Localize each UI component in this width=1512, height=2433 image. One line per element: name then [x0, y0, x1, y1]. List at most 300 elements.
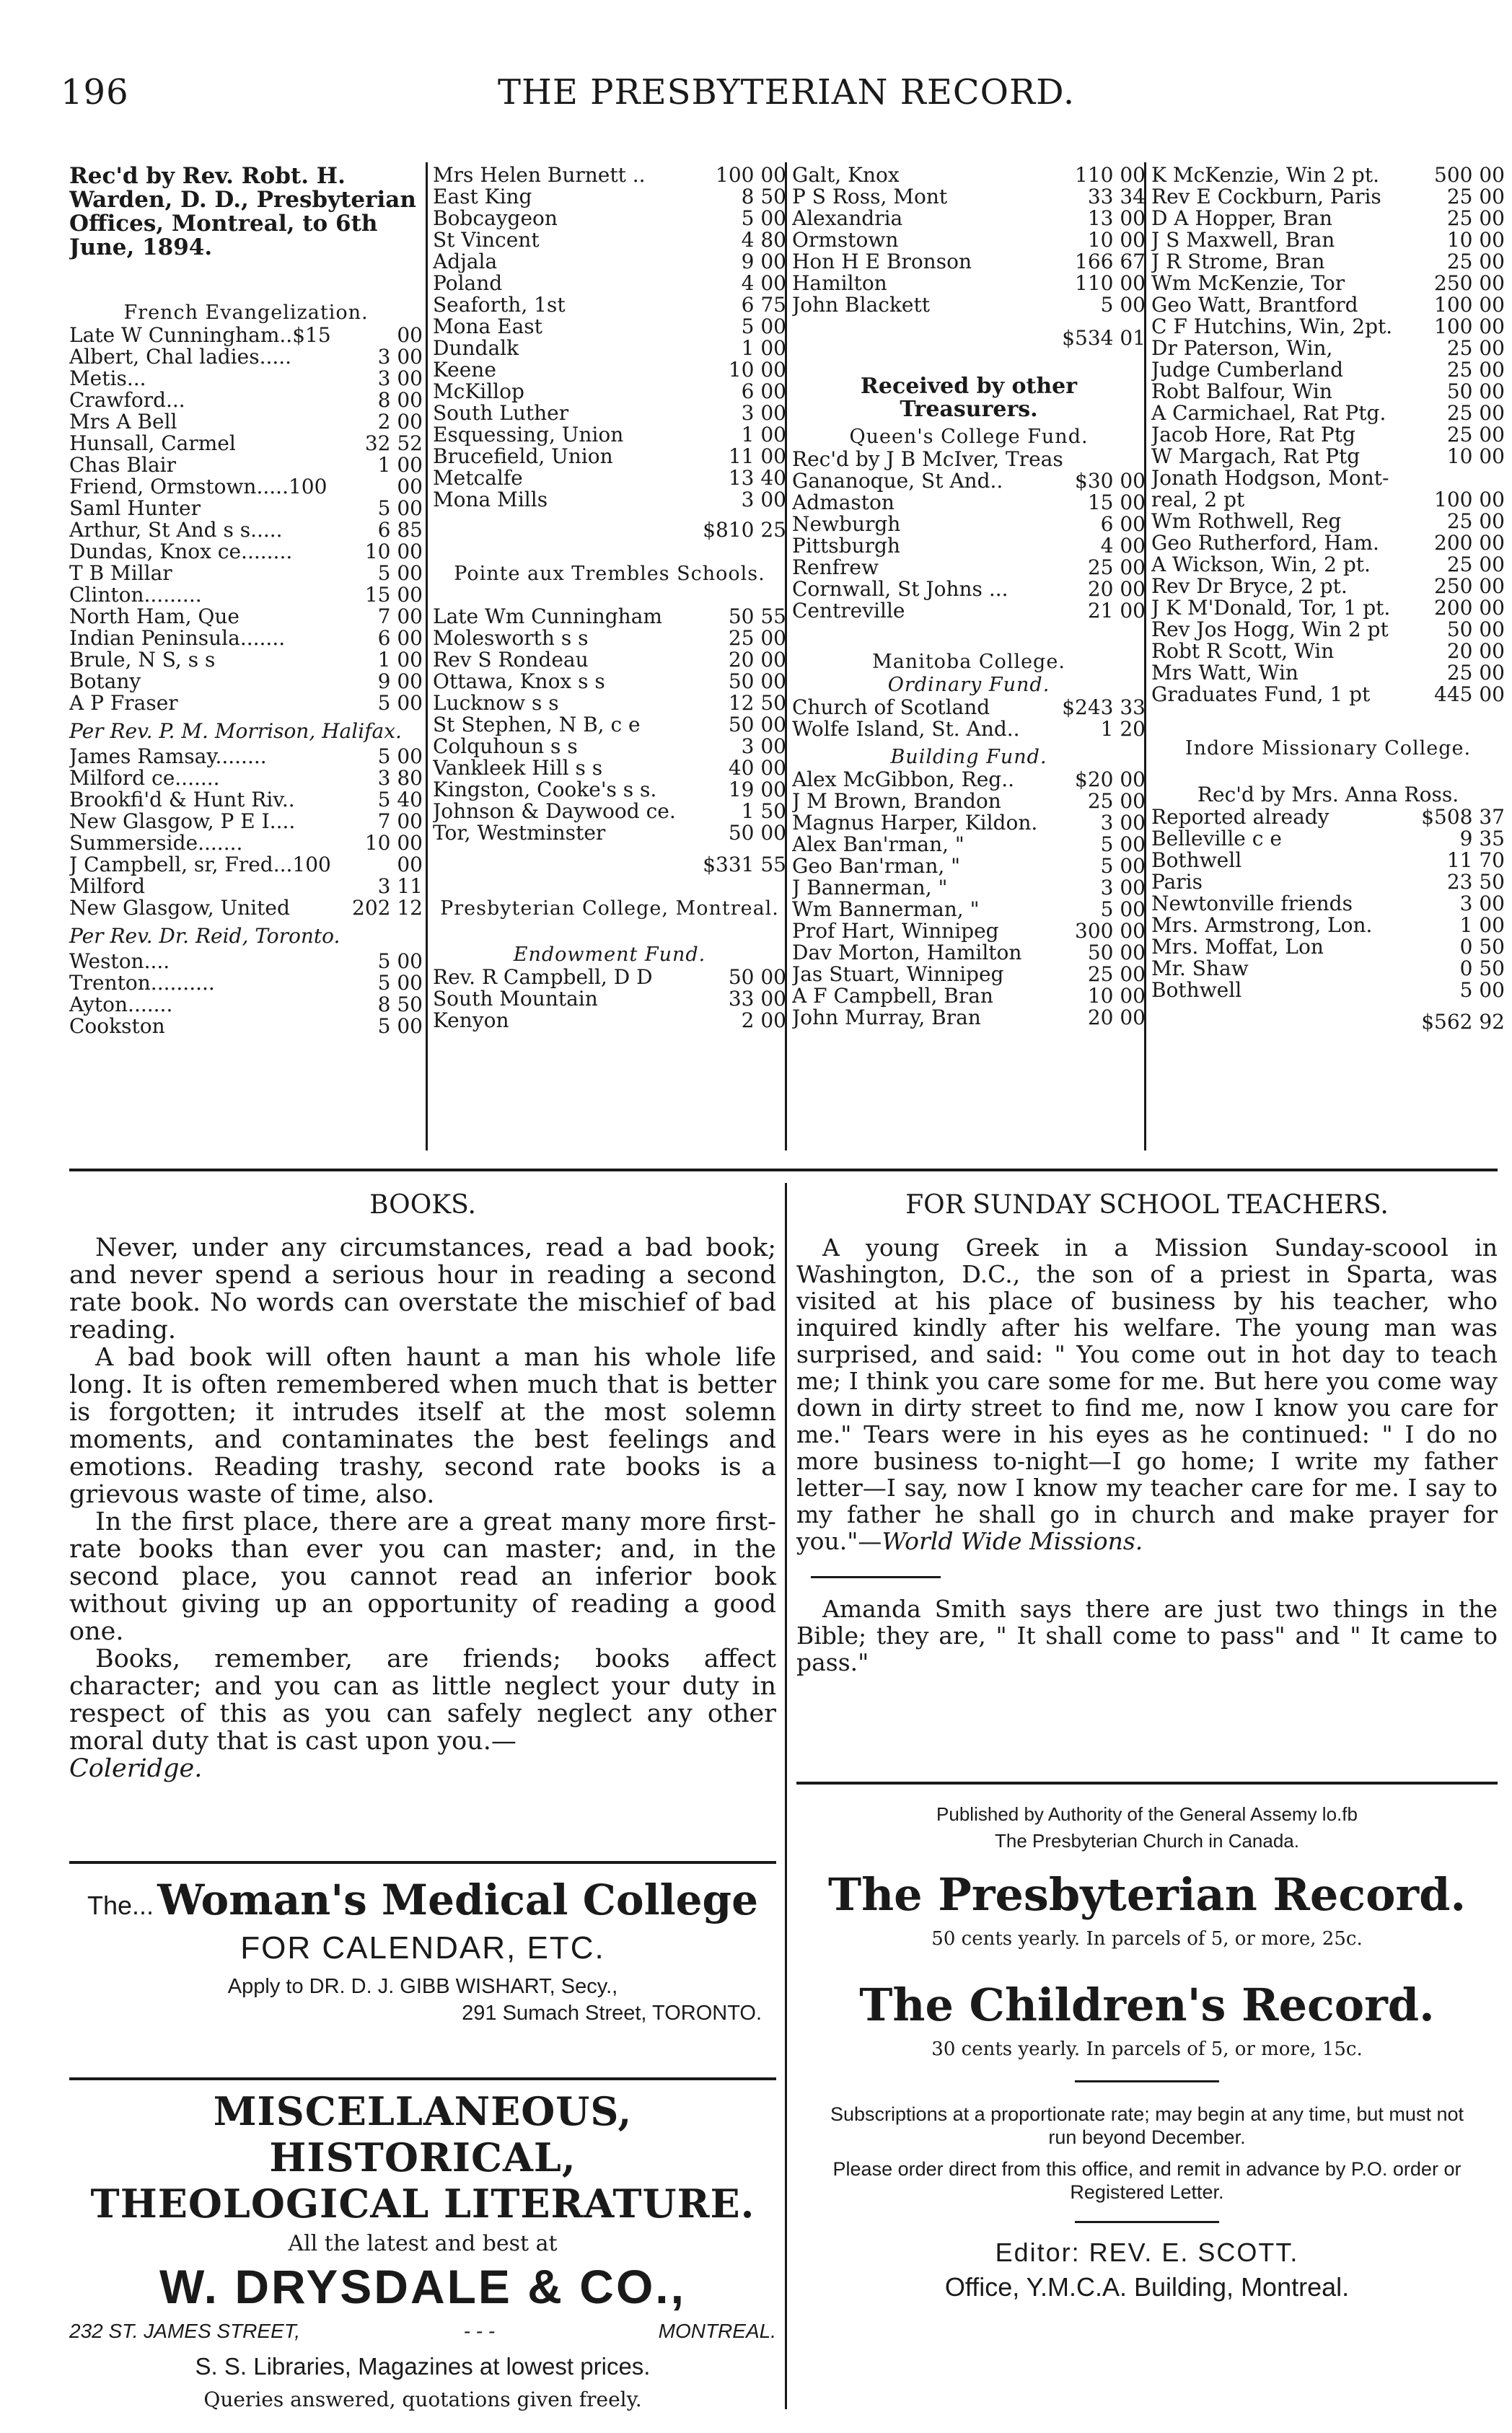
- contributor-name: Poland: [433, 273, 503, 294]
- contributions-column-1: [69, 164, 423, 1037]
- contributor-name: P S Ross, Mont: [792, 186, 948, 208]
- contribution-row: [69, 876, 423, 897]
- section-divider: [69, 1169, 1498, 1171]
- contributor-name: Wm Rothwell, Reg: [1151, 511, 1342, 532]
- contribution-amount: 50 55: [728, 604, 786, 628]
- contribution-row: [1151, 662, 1505, 684]
- contributor-name: Jonath Hodgson, Mont-: [1151, 467, 1389, 489]
- contributor-name: Cornwall, St Johns ...: [792, 578, 1008, 600]
- contributor-name: Hunsall, Carmel: [69, 433, 236, 454]
- contribution-row: [1151, 806, 1505, 828]
- contribution-amount: 00: [397, 475, 423, 498]
- contribution-row: [433, 489, 786, 511]
- contribution-amount: 6 85: [377, 518, 423, 542]
- contribution-amount: 6 00: [1100, 512, 1146, 536]
- contribution-amount: 1 50: [741, 799, 786, 823]
- contributor-name: Pittsburgh: [792, 535, 900, 557]
- contribution-row: [69, 498, 423, 519]
- contribution-amount: 5 00: [377, 949, 423, 973]
- contribution-row: [792, 492, 1146, 514]
- contributor-name: Admaston: [792, 492, 895, 514]
- contributor-name: Arthur, St And s s.....: [69, 519, 283, 541]
- contribution-row: [1151, 402, 1505, 424]
- contribution-amount: 202 12: [352, 896, 423, 920]
- section-title: French Evangelization.: [123, 302, 369, 324]
- contribution-row: [69, 584, 423, 606]
- contribution-amount: 25 00: [728, 626, 786, 650]
- contribution-row: [433, 649, 786, 671]
- contributor-name: A Carmichael, Rat Ptg.: [1151, 402, 1386, 424]
- contribution-row: [792, 186, 1146, 208]
- contribution-row: [433, 186, 786, 208]
- contributor-name: Saml Hunter: [69, 498, 201, 519]
- contribution-row: [433, 714, 786, 736]
- contribution-amount: 50 00: [728, 821, 786, 845]
- contribution-row: [792, 251, 1146, 273]
- contributor-name: Dr Paterson, Win,: [1151, 338, 1333, 359]
- contributor-name: Hon H E Bronson: [792, 251, 972, 273]
- contribution-amount: 23 50: [1446, 870, 1505, 894]
- page-number: 196: [61, 72, 129, 113]
- contribution-amount: 12 50: [728, 691, 786, 715]
- contribution-row: [69, 671, 423, 692]
- ad-line: Queries answered, quotations given freely.: [203, 2388, 642, 2411]
- contribution-amount: 200 00: [1434, 596, 1505, 620]
- contributor-name: Trenton..........: [69, 972, 215, 994]
- section-title: Per Rev. Dr. Reid, Toronto.: [69, 924, 340, 948]
- page-title: THE PRESBYTERIAN RECORD.: [498, 72, 1076, 113]
- contribution-amount: 3 11: [377, 874, 423, 898]
- contribution-amount: 32 52: [364, 431, 423, 455]
- contribution-amount: 10 00: [1446, 228, 1505, 252]
- contributor-name: Bobcaygeon: [433, 208, 558, 229]
- contribution-amount: $30 00: [1075, 469, 1146, 493]
- contributor-name: East King: [433, 186, 532, 208]
- column-divider: [785, 1183, 787, 2409]
- contribution-row: [1151, 893, 1505, 915]
- record-name: The Presbyterian Record.: [827, 1868, 1467, 1921]
- contribution-amount: 10 00: [364, 540, 423, 563]
- contributor-name: Dundalk: [433, 338, 519, 359]
- contribution-row: [792, 920, 1146, 942]
- contribution-row: [1151, 294, 1505, 316]
- contribution-amount: 9 00: [377, 669, 423, 693]
- contribution-row: [1151, 532, 1505, 554]
- contribution-amount: 3 00: [377, 345, 423, 369]
- contributor-name: Centreville: [792, 600, 905, 622]
- contributor-name: Geo Rutherford, Ham.: [1151, 532, 1379, 554]
- publisher-line: The Presbyterian Church in Canada.: [994, 1830, 1299, 1852]
- contribution-amount: 5 00: [377, 561, 423, 585]
- contribution-amount: 100 00: [1434, 293, 1505, 317]
- contributor-name: Metcalfe: [433, 467, 523, 489]
- contribution-amount: 8 50: [377, 993, 423, 1016]
- ad-company-name: W. DRYSDALE & CO.,: [159, 2260, 686, 2313]
- contributor-name: Mrs. Moffat, Lon: [1151, 936, 1324, 958]
- ad-dashes: - - -: [463, 2320, 496, 2342]
- contributor-name: Lucknow s s: [433, 692, 559, 714]
- contributor-name: Johnson & Daywood ce.: [433, 801, 676, 822]
- paragraph: In the first place, there are a great many more first-rate books than ever you can master; and, in the second place, you cannot read an inferior book without giving up an opportunity of reading a good one.: [69, 1508, 776, 1646]
- contribution-amount: 5 00: [377, 496, 423, 520]
- contributor-name: Molesworth s s: [433, 628, 589, 649]
- contributor-name: Clinton.........: [69, 584, 202, 606]
- contribution-amount: 4 00: [741, 271, 786, 295]
- contribution-row: [69, 433, 423, 454]
- contributor-name: Rev Jos Hogg, Win 2 pt: [1151, 619, 1389, 641]
- contribution-row: [69, 994, 423, 1016]
- contribution-amount: 7 00: [377, 604, 423, 628]
- contribution-row: [1151, 828, 1505, 850]
- ad-the: The...: [87, 1891, 154, 1920]
- contribution-amount: 20 00: [1087, 1006, 1146, 1029]
- contribution-amount: 10 00: [1087, 984, 1146, 1008]
- contribution-amount: 1 00: [1459, 913, 1505, 937]
- contributor-name: Wm McKenzie, Tor: [1151, 273, 1345, 294]
- contribution-amount: 500 00: [1434, 163, 1505, 187]
- contributor-name: J M Brown, Brandon: [792, 791, 1001, 812]
- contribution-amount: 50 00: [728, 965, 786, 989]
- contribution-amount: 5 00: [377, 744, 423, 768]
- contributor-name: Botany: [69, 671, 141, 692]
- contribution-row: [792, 942, 1146, 964]
- contribution-amount: $20 00: [1075, 767, 1146, 791]
- contributor-name: Jacob Hore, Rat Ptg: [1151, 424, 1355, 446]
- contributor-name: Mona East: [433, 316, 542, 338]
- contribution-amount: 5 00: [741, 206, 786, 230]
- contribution-row: [69, 1016, 423, 1037]
- contribution-amount: 4 80: [741, 228, 786, 252]
- contributor-name: Robt Balfour, Win: [1151, 381, 1332, 402]
- contribution-row: [1151, 936, 1505, 958]
- divider: [1075, 2221, 1219, 2223]
- contributor-name: Newburgh: [792, 514, 901, 535]
- contribution-row: [1151, 467, 1505, 489]
- contribution-row: [433, 338, 786, 359]
- contribution-amount: 8 50: [741, 185, 786, 208]
- contributor-name: Ormstown: [792, 229, 899, 251]
- contributor-name: John Blackett: [792, 294, 930, 316]
- contribution-amount: 50 00: [728, 713, 786, 736]
- section-subtitle: Rec'd by J B McIver, Treas: [792, 447, 1063, 471]
- contribution-row: [792, 273, 1146, 294]
- contributor-name: Cookston: [69, 1016, 165, 1037]
- contributor-name: Rev E Cockburn, Paris: [1151, 186, 1381, 208]
- contributor-name: South Mountain: [433, 988, 598, 1010]
- contribution-row: [433, 671, 786, 692]
- contribution-amount: 200 00: [1434, 531, 1505, 555]
- ad-line: FOR CALENDAR, ETC.: [240, 1930, 605, 1966]
- contributor-name: K McKenzie, Win 2 pt.: [1151, 164, 1379, 186]
- contributor-name: Geo Watt, Brantford: [1151, 294, 1358, 316]
- contribution-amount: 5 00: [1100, 293, 1146, 317]
- section-title: Per Rev. P. M. Morrison, Halifax.: [69, 719, 402, 743]
- record-price: 50 cents yearly. In parcels of 5, or more, 25c.: [931, 1928, 1363, 1950]
- contributor-name: Jas Stuart, Winnipeg: [792, 964, 1004, 985]
- section-title: Pointe aux Trembles Schools.: [454, 563, 765, 585]
- contributions-column-3: [792, 164, 1146, 1029]
- contribution-row: [433, 402, 786, 424]
- contribution-row: [1151, 164, 1505, 186]
- contributor-name: Colquhoun s s: [433, 736, 578, 757]
- contributor-name: Rev. R Campbell, D D: [433, 967, 653, 988]
- contribution-amount: 3 00: [741, 488, 786, 511]
- contributor-name: Vankleek Hill s s: [433, 757, 603, 779]
- contribution-amount: 10 00: [1446, 444, 1505, 468]
- contribution-amount: 20 00: [1446, 639, 1505, 663]
- contributor-name: Reported already: [1151, 806, 1329, 828]
- ad-line: All the latest and best at: [288, 2231, 558, 2256]
- contributor-name: Mr. Shaw: [1151, 958, 1249, 980]
- contribution-amount: 3 00: [377, 366, 423, 390]
- divider: [1075, 2080, 1219, 2082]
- contribution-row: [792, 812, 1146, 834]
- contribution-row: [792, 718, 1146, 740]
- contribution-row: [433, 692, 786, 714]
- contribution-amount: 21 00: [1087, 599, 1146, 622]
- contribution-amount: 100 00: [716, 163, 786, 187]
- contribution-row: [69, 854, 423, 876]
- contribution-amount: 00: [397, 323, 423, 347]
- contribution-amount: 9 35: [1459, 827, 1505, 850]
- contributor-name: Ayton.......: [69, 994, 173, 1016]
- source: World Wide Missions.: [882, 1527, 1143, 1555]
- contribution-amount: 20 00: [728, 648, 786, 672]
- contribution-row: [433, 967, 786, 988]
- contribution-row: [1151, 915, 1505, 936]
- contribution-row: [1151, 980, 1505, 1001]
- ad-address: 232 ST. JAMES STREET,: [69, 2320, 301, 2342]
- contribution-amount: 10 00: [728, 358, 786, 382]
- contribution-row: [1151, 641, 1505, 662]
- contribution-row: [792, 899, 1146, 920]
- contribution-row: [792, 557, 1146, 578]
- contributor-name: J Bannerman, ": [792, 877, 948, 899]
- contributor-name: J R Strome, Bran: [1151, 251, 1325, 273]
- contribution-row: [433, 628, 786, 649]
- contribution-amount: 1 00: [741, 336, 786, 360]
- contribution-amount: 15 00: [364, 583, 423, 607]
- contributor-name: Alex McGibbon, Reg..: [792, 769, 1015, 791]
- contributor-name: John Murray, Bran: [792, 1007, 981, 1029]
- contribution-amount: 13 40: [728, 466, 786, 490]
- section-subtitle: Building Fund.: [890, 746, 1047, 768]
- section-subtitle: Ordinary Fund.: [887, 674, 1050, 696]
- contributor-name: Albert, Chal ladies.....: [69, 346, 292, 368]
- contribution-amount: 5 00: [1459, 978, 1505, 1002]
- contribution-amount: 50 00: [1087, 941, 1146, 964]
- contributor-name: C F Hutchins, Win, 2pt.: [1151, 316, 1393, 338]
- contribution-row: [433, 779, 786, 801]
- contributor-name: Indian Peninsula.......: [69, 628, 286, 649]
- contribution-amount: 10 00: [364, 831, 423, 855]
- contribution-amount: $508 37: [1421, 805, 1505, 829]
- contribution-row: [792, 164, 1146, 186]
- section-title: Manitoba College.: [872, 651, 1065, 673]
- contributor-name: South Luther: [433, 402, 569, 424]
- contribution-amount: 00: [397, 853, 423, 876]
- contribution-row: [792, 791, 1146, 812]
- contribution-amount: 3 00: [1459, 892, 1505, 915]
- contribution-row: [69, 454, 423, 476]
- subtotal: $810 25: [703, 518, 786, 542]
- contribution-amount: 25 00: [1446, 553, 1505, 576]
- contributor-name: McKillop: [433, 381, 524, 402]
- contribution-row: [1151, 850, 1505, 871]
- contribution-row: [433, 446, 786, 467]
- contribution-amount: 5 00: [377, 1014, 423, 1038]
- section-divider: [796, 1782, 1498, 1785]
- contribution-amount: 50 00: [1446, 617, 1505, 641]
- contribution-row: [1151, 576, 1505, 597]
- contribution-row: [1151, 359, 1505, 381]
- contribution-row: [433, 822, 786, 844]
- contribution-row: [433, 164, 786, 186]
- contributor-name: J K M'Donald, Tor, 1 pt.: [1151, 597, 1391, 619]
- column-divider: [426, 162, 428, 1150]
- contributor-name: Kingston, Cooke's s s.: [433, 779, 657, 801]
- contribution-row: [69, 789, 423, 811]
- contribution-amount: 2 00: [741, 1008, 786, 1032]
- ad-divider: [69, 1861, 776, 1864]
- column-heading: Rec'd by Rev. Robt. H. Warden, D. D., Presbyterian Offices, Montreal, to 6th June, 1894.: [69, 164, 416, 260]
- contributor-name: Summerside.......: [69, 832, 243, 854]
- contribution-amount: 3 80: [377, 766, 423, 790]
- contribution-row: [433, 251, 786, 273]
- contribution-row: [433, 381, 786, 402]
- contributor-name: Geo Ban'rman, ": [792, 855, 961, 877]
- contribution-amount: 5 00: [1100, 854, 1146, 878]
- contribution-row: [433, 736, 786, 757]
- contributor-name: A P Fraser: [69, 692, 178, 714]
- contribution-row: [69, 649, 423, 671]
- contribution-row: [792, 877, 1146, 899]
- contribution-row: [69, 811, 423, 832]
- contribution-row: [1151, 446, 1505, 467]
- contribution-amount: 25 00: [1087, 555, 1146, 579]
- contribution-amount: 25 00: [1446, 185, 1505, 208]
- contributor-name: Milford: [69, 876, 146, 897]
- contribution-row: [1151, 597, 1505, 619]
- contribution-amount: 2 00: [377, 410, 423, 434]
- contributor-name: Rev S Rondeau: [433, 649, 589, 671]
- contributions-column-4: [1151, 164, 1505, 1033]
- contribution-row: [433, 606, 786, 628]
- contribution-row: [69, 832, 423, 854]
- contributor-name: Brucefield, Union: [433, 446, 613, 467]
- contribution-row: [69, 692, 423, 714]
- contributor-name: New Glasgow, P E I....: [69, 811, 296, 832]
- contributor-name: Alexandria: [792, 208, 903, 229]
- contribution-amount: 5 00: [377, 691, 423, 715]
- contribution-amount: 5 00: [741, 314, 786, 338]
- contribution-row: [1151, 511, 1505, 532]
- contributor-name: Gananoque, St And..: [792, 470, 1003, 492]
- total: $562 92: [1421, 1010, 1505, 1034]
- contributor-name: Alex Ban'rman, ": [792, 834, 964, 855]
- contributor-name: Friend, Ormstown.....100: [69, 476, 328, 498]
- contribution-row: [69, 346, 423, 368]
- contribution-row: [1151, 489, 1505, 511]
- contribution-amount: 3 00: [1100, 811, 1146, 835]
- contributor-name: St Stephen, N B, c e: [433, 714, 641, 736]
- paragraph: Never, under any circumstances, read a bad book; and never spend a serious hour in reading a second rate book. No words can overstate the mischief of bad reading.: [69, 1233, 776, 1345]
- contribution-row: [792, 535, 1146, 557]
- paragraph: Amanda Smith says there are just two things in the Bible; they are, " It shall come to pass" and " It came to pass.": [796, 1595, 1498, 1676]
- contributor-name: Tor, Westminster: [433, 822, 606, 844]
- contribution-amount: 6 75: [741, 293, 786, 317]
- paragraph: A bad book will often haunt a man his whole life long. It is often remembered when much that is better is forgotten; it intrudes itself at the most solemn moments, and contaminates the best feelings and emotions. Reading trashy, second rate books is a grievous waste of time, also.: [69, 1343, 776, 1509]
- contribution-row: [69, 519, 423, 541]
- attribution: Coleridge.: [69, 1754, 203, 1783]
- contributor-name: New Glasgow, United: [69, 897, 290, 919]
- contributor-name: Chas Blair: [69, 454, 176, 476]
- contribution-amount: 300 00: [1075, 919, 1146, 943]
- contribution-amount: 11 00: [728, 444, 786, 468]
- contribution-amount: 5 00: [1100, 897, 1146, 921]
- publisher-block: [796, 1803, 1498, 2302]
- contribution-row: [433, 359, 786, 381]
- contributor-name: T B Millar: [69, 563, 172, 584]
- contributor-name: Dav Morton, Hamilton: [792, 942, 1022, 964]
- contribution-amount: 100 00: [1434, 314, 1505, 338]
- contribution-row: [1151, 619, 1505, 641]
- contribution-row: [1151, 251, 1505, 273]
- publisher-line: Published by Authority of the General Assemy lo.fb: [936, 1803, 1358, 1825]
- contribution-amount: 1 00: [741, 423, 786, 446]
- contributor-name: Hamilton: [792, 273, 887, 294]
- contribution-amount: 25 00: [1446, 250, 1505, 273]
- contribution-row: [69, 746, 423, 767]
- contribution-row: [69, 767, 423, 789]
- ad-line: 291 Sumach Street, TORONTO.: [462, 2002, 762, 2025]
- contributor-name: Mrs Helen Burnett ..: [433, 164, 646, 186]
- contribution-row: [433, 467, 786, 489]
- contributor-name: Esquessing, Union: [433, 424, 624, 446]
- contributor-name: Church of Scotland: [792, 697, 990, 718]
- contribution-row: [792, 1007, 1146, 1029]
- contribution-amount: 250 00: [1434, 271, 1505, 295]
- contribution-amount: 3 00: [741, 734, 786, 758]
- contributor-name: Bothwell: [1151, 980, 1242, 1001]
- contribution-row: [1151, 338, 1505, 359]
- contributor-name: Late Wm Cunningham: [433, 606, 662, 628]
- contribution-amount: 19 00: [728, 778, 786, 801]
- contributor-name: Metis...: [69, 368, 146, 390]
- contributor-name: St Vincent: [433, 229, 540, 251]
- contribution-amount: 3 00: [741, 401, 786, 425]
- contributor-name: Adjala: [433, 251, 498, 273]
- ad-divider: [69, 2077, 776, 2080]
- contributor-name: Mrs Watt, Win: [1151, 662, 1298, 684]
- children-record-name: The Children's Record.: [859, 1979, 1435, 2031]
- contribution-row: [433, 273, 786, 294]
- contribution-row: [1151, 316, 1505, 338]
- contribution-row: [433, 229, 786, 251]
- contribution-amount: 25 00: [1446, 661, 1505, 685]
- subscription-note: Subscriptions at a proportionate rate; may begin at any time, but must not run beyond December.: [830, 2103, 1464, 2148]
- contributor-name: Milford ce.......: [69, 767, 220, 789]
- contribution-row: [69, 972, 423, 994]
- contributor-name: Brule, N S, s s: [69, 649, 216, 671]
- contributor-name: Bothwell: [1151, 850, 1242, 871]
- contributor-name: Judge Cumberland: [1151, 359, 1344, 381]
- contribution-row: [792, 985, 1146, 1007]
- contribution-amount: 33 00: [728, 987, 786, 1011]
- section-title: Received by other Treasurers.: [860, 374, 1078, 422]
- contribution-amount: 1 00: [377, 453, 423, 477]
- contribution-amount: 25 00: [1087, 962, 1146, 986]
